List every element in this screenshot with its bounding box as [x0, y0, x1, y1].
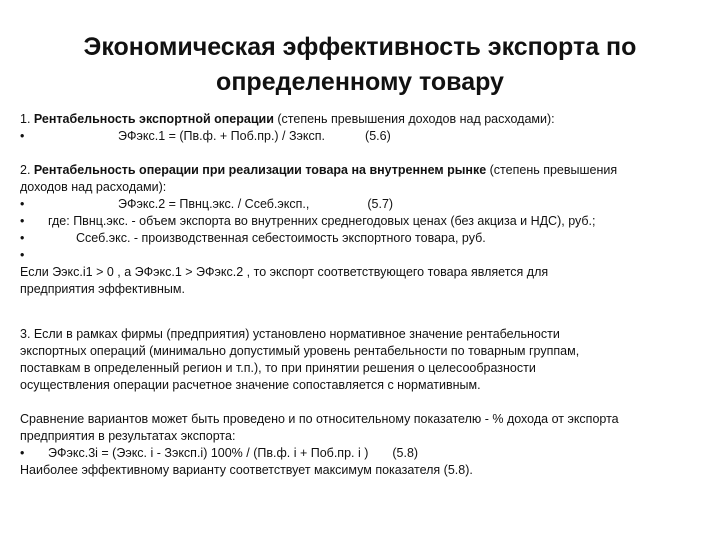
section2-condition-2: предприятия эффективным. — [20, 282, 185, 296]
section2-where-line-2 — [20, 230, 705, 247]
section3-line-3: поставкам в определенный регион и т.п.), то при принятии решения о целесообразности — [20, 361, 536, 375]
definition-pvnc: где: Пвнц.экс. - объем экспорта во внутренних среднегодовых ценах (без акциза и НДС), руб.; — [48, 214, 596, 228]
slide-title — [20, 30, 700, 100]
section1-formula-line — [20, 128, 705, 145]
formula-5-8: ЭФэкс.3i = (Ээкс. i - Зэксп.i) 100% / (Пв.ф. i + Поб.пр. i ) — [48, 446, 369, 460]
section2-where-line-1 — [20, 213, 705, 230]
section2-heading — [20, 162, 705, 179]
section3-line-2: экспортных операций (минимально допустимый уровень рентабельности по товарным группам, — [20, 344, 580, 358]
section2-heading-cont: доходов над расходами): — [20, 180, 167, 194]
title-line-2: определенному товару — [216, 68, 504, 96]
section3-line-4: осуществления операции расчетное значение сопоставляется с нормативным. — [20, 378, 481, 392]
bullet-icon: • — [20, 214, 25, 228]
bullet-icon: • — [20, 446, 25, 460]
section3-line-1: 3. Если в рамках фирмы (предприятия) установлено нормативное значение рентабельности — [20, 327, 560, 341]
section2-empty-bullet — [20, 247, 705, 264]
formula-5-7: ЭФэкс.2 = Пвнц.экс. / Ссеб.эксп., — [118, 197, 310, 211]
section1-prefix: 1. — [20, 112, 34, 126]
formula-5-6: ЭФэкс.1 = (Пв.ф. + Поб.пр.) / Зэксп. — [118, 129, 326, 143]
section4-formula-line — [20, 445, 705, 462]
section2-bold-term: Рентабельность операции при реализации товара на внутреннем рынке — [33, 163, 487, 177]
section4-line-2: предприятия в результатах экспорта: — [20, 429, 236, 443]
section2-formula-line — [20, 196, 705, 213]
section2-prefix: 2. — [20, 163, 34, 177]
bullet-icon: • — [20, 129, 25, 143]
section4-conclusion: Наиболее эффективному варианту соответствует максимум показателя (5.8). — [20, 463, 473, 477]
section2-description: (степень превышения — [486, 163, 618, 177]
section1-description: (степень превышения доходов над расходами): — [273, 112, 555, 126]
section2-condition-1: Если Ээкс.i1 > 0 , а ЭФэкс.1 > ЭФэкс.2 , то экспорт соответствующего товара является для — [20, 265, 549, 279]
title-line-1: Экономическая эффективность экспорта по — [83, 33, 637, 61]
slide-body — [20, 111, 705, 479]
definition-sseb: Ссеб.экс. - производственная себестоимость экспортного товара, руб. — [76, 231, 486, 245]
bullet-icon: • — [20, 197, 25, 211]
section4-line-1: Сравнение вариантов может быть проведено и по относительному показателю - % дохода от экспорта — [20, 412, 619, 426]
section1-heading — [20, 111, 705, 128]
bullet-icon: • — [20, 231, 25, 245]
formula-5-8-ref: (5.8) — [392, 446, 419, 460]
section1-bold-term: Рентабельность экспортной операции — [33, 112, 274, 126]
formula-5-6-ref: (5.6) — [365, 129, 391, 143]
formula-5-7-ref: (5.7) — [367, 197, 394, 211]
bullet-icon: • — [20, 248, 25, 262]
